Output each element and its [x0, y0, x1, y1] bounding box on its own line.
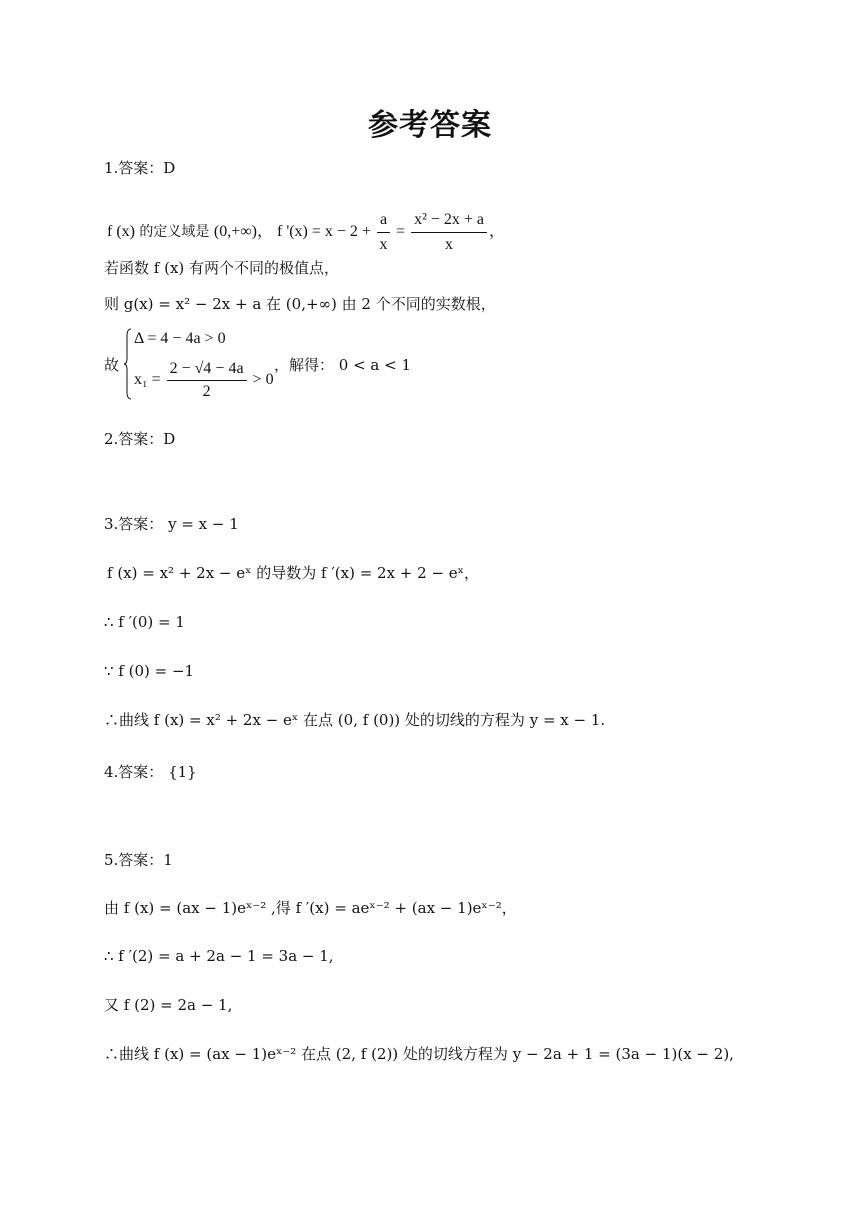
q1-roots-line: 则 g(x) = x² − 2x + a 在 (0,+∞) 由 2 个不同的实数根，	[104, 295, 496, 313]
q1-system-row2-rhs: > 0	[248, 371, 274, 389]
q3-tangent-line: ∴曲线 f (x) = x² + 2x − eˣ 在点 (0, f (0)) 处的切线的方程为 y = x − 1.	[104, 711, 606, 729]
q3-derivative-line: f (x) = x² + 2x − eˣ 的导数为 f ′(x) = 2x + 2 − eˣ，	[107, 564, 480, 582]
q4-answer: 4.答案： {1}	[104, 763, 197, 781]
q1-system-fraction: $\frac{2 - √4 - 4a}{2}$	[167, 360, 247, 401]
q1-domain-derivative: f (x) 的定义域是 (0,+∞)， f '(x) = x − 2 + $\frac{a}{x}$ = $\frac{\text{x² − 2x + a}}{x}$ ，	[107, 211, 506, 253]
q1-system-label: 故	[104, 356, 120, 374]
q1-system-row2	[134, 360, 274, 401]
left-brace-icon	[124, 328, 132, 400]
q1-line1-a: f (x)	[107, 223, 135, 241]
q3-therefore-line: ∴ f ′(0) = 1	[104, 613, 185, 631]
q1-line1-c: (0,+∞)	[213, 223, 257, 241]
q5-tangent-line: ∴曲线 f (x) = (ax − 1)eˣ⁻² 在点 (2, f (2)) 处的切线方程为 y − 2a + 1 = (3a − 1)(x − 2),	[104, 1045, 734, 1063]
q5-f-2-line: 又 f (2) = 2a − 1,	[104, 996, 233, 1014]
q1-system-row1: Δ = 4 − 4a > 0	[134, 330, 226, 347]
q5-f-prime-2-line: ∴ f ′(2) = a + 2a − 1 = 3a − 1,	[104, 947, 334, 965]
q1-fraction-a-over-x: $\frac{a}{x}$	[377, 210, 390, 255]
q2-answer: 2.答案：D	[104, 430, 176, 448]
q1-extreme-points-line: 若函数 f (x) 有两个不同的极值点，	[104, 259, 340, 277]
q1-fraction-derivative: $\frac{\text{x² − 2x + a}}{x}$	[411, 210, 487, 255]
page-title: 参考答案	[368, 108, 492, 143]
q1-answer: 1.答案：D	[104, 159, 176, 177]
q1-solution: ，解得： 0 < a < 1	[274, 356, 412, 374]
q1-line1-e: ，	[489, 223, 506, 241]
q1-system-of-inequalities	[104, 326, 524, 406]
q3-because-line: ∵ f (0) = −1	[104, 662, 195, 680]
q5-answer: 5.答案：1	[104, 851, 173, 869]
q1-line1-d: ， f '(x) = x − 2 +	[256, 223, 375, 241]
q3-answer: 3.答案： y = x − 1	[104, 515, 239, 533]
q1-line1-b: 的定义域是	[134, 224, 214, 241]
q1-system-row2-lhs: x₁ =	[134, 371, 165, 389]
q5-derivative-line: 由 f (x) = (ax − 1)eˣ⁻² ,得 f ′(x) = aeˣ⁻² + (ax − 1)eˣ⁻²，	[104, 899, 517, 917]
